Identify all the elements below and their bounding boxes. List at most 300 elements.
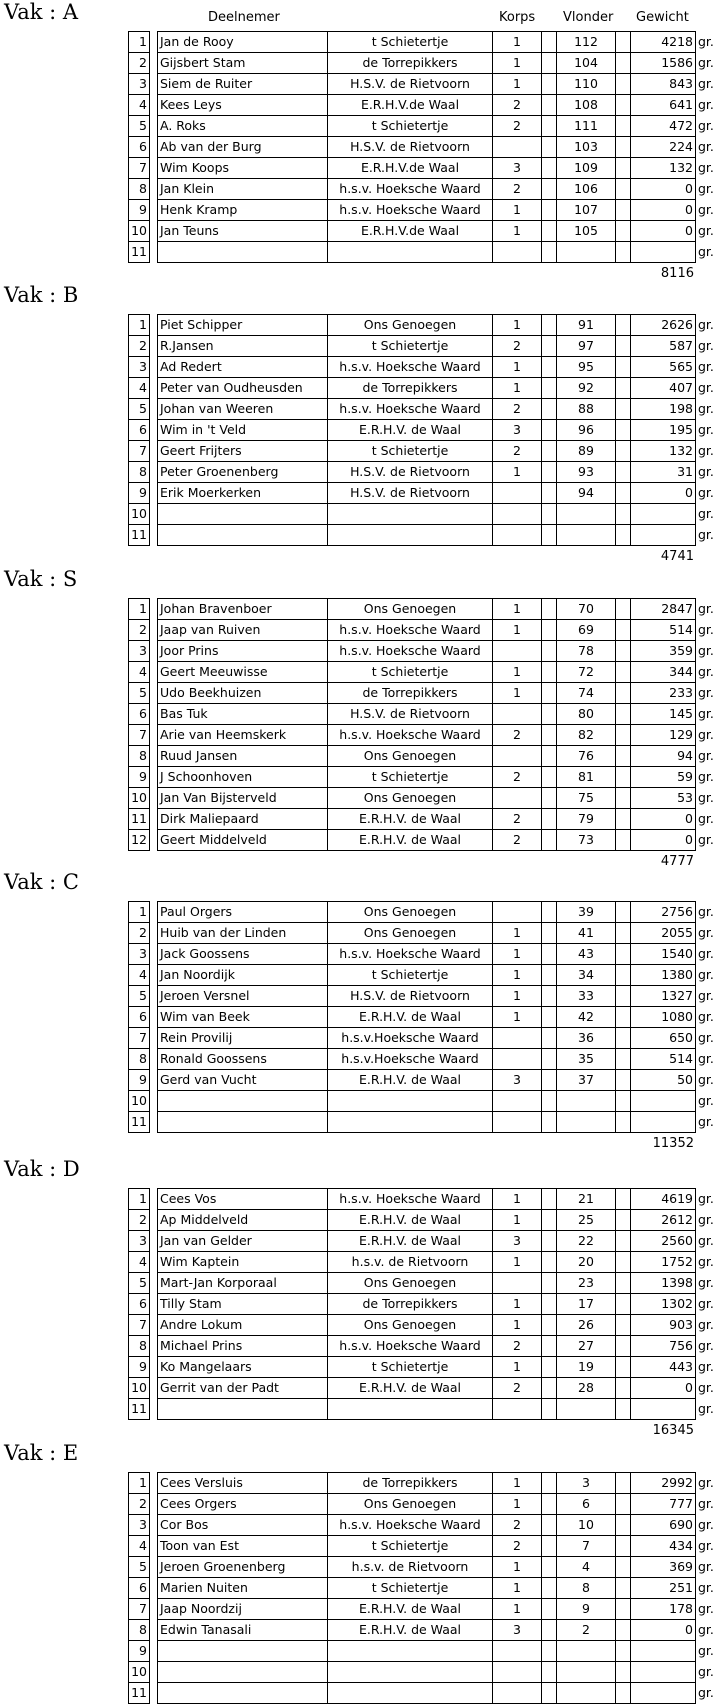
unit-label: gr. <box>698 202 714 217</box>
participant-name: A. Roks <box>158 116 328 137</box>
club-name: E.R.H.V. de Waal <box>328 1378 493 1399</box>
vlonder-value: 17 <box>557 1294 616 1315</box>
table-row <box>129 1557 717 1578</box>
row-number: 2 <box>129 336 150 357</box>
row-number: 4 <box>129 95 150 116</box>
spacer-cell <box>542 441 557 462</box>
spacer-cell <box>542 221 557 242</box>
vlonder-value: 25 <box>557 1210 616 1231</box>
table-row <box>129 399 717 420</box>
gewicht-value: 178 <box>631 1599 696 1620</box>
participant-name: Huib van der Linden <box>158 923 328 944</box>
table-row <box>129 1273 717 1294</box>
club-name: h.s.v.Hoeksche Waard <box>328 1028 493 1049</box>
club-name: E.R.H.V. de Waal <box>328 1231 493 1252</box>
participant-name <box>158 525 328 546</box>
column-gap <box>150 1049 158 1070</box>
row-number: 7 <box>129 158 150 179</box>
gewicht-value: 4619 <box>631 1189 696 1210</box>
participant-name: Cees Orgers <box>158 1494 328 1515</box>
spacer-cell <box>542 179 557 200</box>
spacer-cell <box>616 53 631 74</box>
unit-label: gr. <box>698 317 714 332</box>
participant-name: Jan Noordijk <box>158 965 328 986</box>
spacer-cell <box>542 1189 557 1210</box>
row-number: 1 <box>129 1189 150 1210</box>
club-name: Ons Genoegen <box>328 788 493 809</box>
gewicht-value: 443 <box>631 1357 696 1378</box>
row-number: 4 <box>129 1536 150 1557</box>
club-name <box>328 504 493 525</box>
spacer-cell <box>616 336 631 357</box>
row-number: 11 <box>129 809 150 830</box>
participant-name: Kees Leys <box>158 95 328 116</box>
gewicht-value <box>631 1683 696 1704</box>
participant-name: Dirk Maliepaard <box>158 809 328 830</box>
row-number: 10 <box>129 1091 150 1112</box>
vlonder-value: 95 <box>557 357 616 378</box>
table-row <box>129 441 717 462</box>
unit-label: gr. <box>698 223 714 238</box>
korps-value: 1 <box>493 1252 542 1273</box>
table-row <box>129 200 717 221</box>
table-row <box>129 599 717 620</box>
participant-name: Cees Vos <box>158 1189 328 1210</box>
column-gap <box>150 242 158 263</box>
club-name: t Schietertje <box>328 32 493 53</box>
korps-value: 1 <box>493 986 542 1007</box>
column-gap <box>150 525 158 546</box>
vlonder-value <box>557 1662 616 1683</box>
spacer-cell <box>542 462 557 483</box>
participant-name: Geert Frijters <box>158 441 328 462</box>
unit-label: gr. <box>698 925 714 940</box>
gewicht-value: 1540 <box>631 944 696 965</box>
participant-name: Udo Beekhuizen <box>158 683 328 704</box>
club-name: H.S.V. de Rietvoorn <box>328 704 493 725</box>
vlonder-value: 19 <box>557 1357 616 1378</box>
korps-value: 1 <box>493 1007 542 1028</box>
club-name: Ons Genoegen <box>328 315 493 336</box>
row-number: 2 <box>129 1210 150 1231</box>
participant-name: Ab van der Burg <box>158 137 328 158</box>
vlonder-value <box>557 1683 616 1704</box>
participant-name <box>158 1641 328 1662</box>
club-name: de Torrepikkers <box>328 53 493 74</box>
korps-value <box>493 1641 542 1662</box>
gewicht-value: 514 <box>631 620 696 641</box>
korps-value: 1 <box>493 200 542 221</box>
spacer-cell <box>542 1070 557 1091</box>
spacer-cell <box>542 1210 557 1231</box>
spacer-cell <box>542 620 557 641</box>
vak-title: Vak : A <box>4 0 79 24</box>
gewicht-value: 690 <box>631 1515 696 1536</box>
vak-title: Vak : C <box>4 870 79 894</box>
column-gap <box>150 462 158 483</box>
row-number: 3 <box>129 74 150 95</box>
korps-value: 1 <box>493 1599 542 1620</box>
spacer-cell <box>616 1112 631 1133</box>
korps-value <box>493 1273 542 1294</box>
spacer-cell <box>542 1231 557 1252</box>
vlonder-value: 22 <box>557 1231 616 1252</box>
column-gap <box>150 965 158 986</box>
vlonder-value: 79 <box>557 809 616 830</box>
table-row <box>129 1473 717 1494</box>
vlonder-value: 9 <box>557 1599 616 1620</box>
participant-name: Johan van Weeren <box>158 399 328 420</box>
unit-label: gr. <box>698 601 714 616</box>
unit-label: gr. <box>698 1622 714 1637</box>
row-number: 10 <box>129 504 150 525</box>
korps-value: 1 <box>493 923 542 944</box>
vlonder-value: 2 <box>557 1620 616 1641</box>
unit-label: gr. <box>698 76 714 91</box>
spacer-cell <box>616 441 631 462</box>
table-row <box>129 462 717 483</box>
spacer-cell <box>542 1662 557 1683</box>
column-gap <box>150 944 158 965</box>
club-name: E.R.H.V. de Waal <box>328 1070 493 1091</box>
korps-value: 1 <box>493 683 542 704</box>
unit-label: gr. <box>698 401 714 416</box>
row-number: 6 <box>129 420 150 441</box>
table-row <box>129 179 717 200</box>
club-name: t Schietertje <box>328 116 493 137</box>
gewicht-value: 777 <box>631 1494 696 1515</box>
unit-label: gr. <box>698 1601 714 1616</box>
table-row <box>129 1112 717 1133</box>
gewicht-value: 195 <box>631 420 696 441</box>
korps-value <box>493 1091 542 1112</box>
korps-value <box>493 525 542 546</box>
participant-name: Peter van Oudheusden <box>158 378 328 399</box>
table-row <box>129 944 717 965</box>
column-gap <box>150 1252 158 1273</box>
club-name: H.S.V. de Rietvoorn <box>328 986 493 1007</box>
table-row <box>129 641 717 662</box>
participant-name <box>158 504 328 525</box>
gewicht-value: 369 <box>631 1557 696 1578</box>
column-gap <box>150 725 158 746</box>
club-name: E.R.H.V. de Waal <box>328 1007 493 1028</box>
column-gap <box>150 399 158 420</box>
results-table <box>128 1188 717 1420</box>
unit-label: gr. <box>698 685 714 700</box>
participant-name: Ruud Jansen <box>158 746 328 767</box>
vlonder-value: 105 <box>557 221 616 242</box>
gewicht-value: 344 <box>631 662 696 683</box>
row-number: 7 <box>129 1315 150 1336</box>
spacer-cell <box>616 1683 631 1704</box>
korps-value: 1 <box>493 1578 542 1599</box>
spacer-cell <box>616 1578 631 1599</box>
participant-name: Joor Prins <box>158 641 328 662</box>
column-gap <box>150 1273 158 1294</box>
results-table <box>128 1472 717 1704</box>
unit-label: gr. <box>698 55 714 70</box>
korps-value <box>493 1683 542 1704</box>
spacer-cell <box>616 504 631 525</box>
table-row <box>129 242 717 263</box>
club-name: t Schietertje <box>328 662 493 683</box>
row-number: 2 <box>129 53 150 74</box>
row-number: 8 <box>129 746 150 767</box>
vlonder-value: 23 <box>557 1273 616 1294</box>
club-name: de Torrepikkers <box>328 1473 493 1494</box>
results-table <box>128 31 717 263</box>
column-gap <box>150 1210 158 1231</box>
vlonder-value: 43 <box>557 944 616 965</box>
spacer-cell <box>616 137 631 158</box>
spacer-cell <box>616 620 631 641</box>
spacer-cell <box>542 1620 557 1641</box>
gewicht-value: 2612 <box>631 1210 696 1231</box>
spacer-cell <box>542 986 557 1007</box>
gewicht-value <box>631 1662 696 1683</box>
vlonder-value: 42 <box>557 1007 616 1028</box>
gewicht-value: 565 <box>631 357 696 378</box>
gewicht-value: 198 <box>631 399 696 420</box>
unit-label: gr. <box>698 664 714 679</box>
column-gap <box>150 483 158 504</box>
unit-label: gr. <box>698 422 714 437</box>
vak-title: Vak : B <box>4 283 79 307</box>
participant-name: Gerrit van der Padt <box>158 1378 328 1399</box>
spacer-cell <box>616 1315 631 1336</box>
unit-label: gr. <box>698 34 714 49</box>
gewicht-value: 145 <box>631 704 696 725</box>
table-row <box>129 315 717 336</box>
participant-name <box>158 1683 328 1704</box>
table-row <box>129 1494 717 1515</box>
club-name: t Schietertje <box>328 965 493 986</box>
gewicht-value: 514 <box>631 1049 696 1070</box>
participant-name: Arie van Heemskerk <box>158 725 328 746</box>
korps-value: 1 <box>493 1557 542 1578</box>
club-name: t Schietertje <box>328 336 493 357</box>
unit-label: gr. <box>698 1475 714 1490</box>
spacer-cell <box>616 809 631 830</box>
unit-label: gr. <box>698 1051 714 1066</box>
gewicht-value: 0 <box>631 1378 696 1399</box>
gewicht-value: 0 <box>631 1620 696 1641</box>
table-row <box>129 809 717 830</box>
unit-label: gr. <box>698 706 714 721</box>
vlonder-value: 6 <box>557 1494 616 1515</box>
spacer-cell <box>542 944 557 965</box>
gewicht-value: 1080 <box>631 1007 696 1028</box>
participant-name: Wim Kaptein <box>158 1252 328 1273</box>
spacer-cell <box>542 95 557 116</box>
table-row <box>129 1028 717 1049</box>
spacer-cell <box>616 1494 631 1515</box>
results-table <box>128 901 717 1133</box>
table-row <box>129 1336 717 1357</box>
club-name: de Torrepikkers <box>328 683 493 704</box>
vlonder-value: 72 <box>557 662 616 683</box>
unit-label: gr. <box>698 1233 714 1248</box>
table-row <box>129 1683 717 1704</box>
column-gap <box>150 1473 158 1494</box>
column-gap <box>150 137 158 158</box>
spacer-cell <box>616 1536 631 1557</box>
row-number: 3 <box>129 1515 150 1536</box>
column-gap <box>150 1189 158 1210</box>
club-name: H.S.V. de Rietvoorn <box>328 462 493 483</box>
unit-label: gr. <box>698 1496 714 1511</box>
row-number: 1 <box>129 32 150 53</box>
korps-value: 1 <box>493 357 542 378</box>
spacer-cell <box>616 1357 631 1378</box>
participant-name: Mart-Jan Korporaal <box>158 1273 328 1294</box>
club-name <box>328 1662 493 1683</box>
korps-value: 1 <box>493 944 542 965</box>
row-number: 1 <box>129 902 150 923</box>
spacer-cell <box>542 1557 557 1578</box>
spacer-cell <box>542 923 557 944</box>
row-number: 4 <box>129 662 150 683</box>
column-gap <box>150 420 158 441</box>
vlonder-value: 69 <box>557 620 616 641</box>
participant-name <box>158 1399 328 1420</box>
spacer-cell <box>542 725 557 746</box>
table-row <box>129 378 717 399</box>
unit-label: gr. <box>698 338 714 353</box>
korps-value: 1 <box>493 662 542 683</box>
vak-title: Vak : E <box>4 1441 79 1465</box>
korps-value: 1 <box>493 315 542 336</box>
column-gap <box>150 158 158 179</box>
participant-name: Rein Provilij <box>158 1028 328 1049</box>
vlonder-value: 33 <box>557 986 616 1007</box>
unit-label: gr. <box>698 1254 714 1269</box>
unit-label: gr. <box>698 380 714 395</box>
section-total: 4777 <box>660 854 694 869</box>
spacer-cell <box>616 1189 631 1210</box>
table-row <box>129 620 717 641</box>
vlonder-value: 75 <box>557 788 616 809</box>
spacer-cell <box>542 53 557 74</box>
column-gap <box>150 923 158 944</box>
club-name: E.R.H.V. de Waal <box>328 1599 493 1620</box>
column-gap <box>150 315 158 336</box>
gewicht-value: 233 <box>631 683 696 704</box>
column-gap <box>150 1315 158 1336</box>
club-name: H.S.V. de Rietvoorn <box>328 483 493 504</box>
column-gap <box>150 1536 158 1557</box>
spacer-cell <box>616 1336 631 1357</box>
row-number: 10 <box>129 1378 150 1399</box>
column-gap <box>150 1070 158 1091</box>
spacer-cell <box>616 420 631 441</box>
table-row <box>129 137 717 158</box>
spacer-cell <box>542 662 557 683</box>
spacer-cell <box>616 1557 631 1578</box>
spacer-cell <box>616 1620 631 1641</box>
spacer-cell <box>616 74 631 95</box>
row-number: 8 <box>129 1049 150 1070</box>
spacer-cell <box>616 1662 631 1683</box>
row-number: 11 <box>129 1683 150 1704</box>
club-name: h.s.v. Hoeksche Waard <box>328 200 493 221</box>
participant-name: Gerd van Vucht <box>158 1070 328 1091</box>
row-number: 8 <box>129 1620 150 1641</box>
row-number: 8 <box>129 462 150 483</box>
vlonder-value: 104 <box>557 53 616 74</box>
row-number: 2 <box>129 923 150 944</box>
spacer-cell <box>542 1494 557 1515</box>
row-number: 6 <box>129 137 150 158</box>
spacer-cell <box>616 1070 631 1091</box>
participant-name: Marien Nuiten <box>158 1578 328 1599</box>
spacer-cell <box>542 1007 557 1028</box>
gewicht-value: 2055 <box>631 923 696 944</box>
unit-label: gr. <box>698 748 714 763</box>
korps-value: 2 <box>493 809 542 830</box>
gewicht-value: 359 <box>631 641 696 662</box>
vlonder-value: 110 <box>557 74 616 95</box>
row-number: 6 <box>129 704 150 725</box>
vak-title: Vak : S <box>4 567 78 591</box>
column-gap <box>150 1620 158 1641</box>
spacer-cell <box>542 1091 557 1112</box>
korps-value: 1 <box>493 965 542 986</box>
table-row <box>129 725 717 746</box>
header-vlonder: Vlonder <box>563 10 614 25</box>
korps-value: 2 <box>493 725 542 746</box>
table-row <box>129 662 717 683</box>
korps-value <box>493 1399 542 1420</box>
row-number: 9 <box>129 767 150 788</box>
korps-value: 1 <box>493 1189 542 1210</box>
spacer-cell <box>616 1378 631 1399</box>
table-row <box>129 704 717 725</box>
club-name: h.s.v. Hoeksche Waard <box>328 1515 493 1536</box>
table-row <box>129 683 717 704</box>
unit-label: gr. <box>698 1380 714 1395</box>
table-row <box>129 1189 717 1210</box>
korps-value <box>493 1028 542 1049</box>
gewicht-value: 2992 <box>631 1473 696 1494</box>
gewicht-value: 0 <box>631 483 696 504</box>
spacer-cell <box>616 767 631 788</box>
gewicht-value: 4218 <box>631 32 696 53</box>
table-row <box>129 336 717 357</box>
row-number: 11 <box>129 1112 150 1133</box>
spacer-cell <box>542 1641 557 1662</box>
club-name: E.R.H.V. de Waal <box>328 420 493 441</box>
club-name: t Schietertje <box>328 1536 493 1557</box>
club-name: H.S.V. de Rietvoorn <box>328 137 493 158</box>
vlonder-value: 82 <box>557 725 616 746</box>
participant-name: Wim van Beek <box>158 1007 328 1028</box>
column-gap <box>150 830 158 851</box>
korps-value <box>493 483 542 504</box>
row-number: 5 <box>129 683 150 704</box>
spacer-cell <box>542 1473 557 1494</box>
korps-value: 2 <box>493 336 542 357</box>
spacer-cell <box>616 923 631 944</box>
club-name: t Schietertje <box>328 767 493 788</box>
participant-name: Ko Mangelaars <box>158 1357 328 1378</box>
row-number: 10 <box>129 1662 150 1683</box>
spacer-cell <box>616 1091 631 1112</box>
club-name: t Schietertje <box>328 1357 493 1378</box>
column-gap <box>150 1494 158 1515</box>
korps-value: 1 <box>493 1294 542 1315</box>
